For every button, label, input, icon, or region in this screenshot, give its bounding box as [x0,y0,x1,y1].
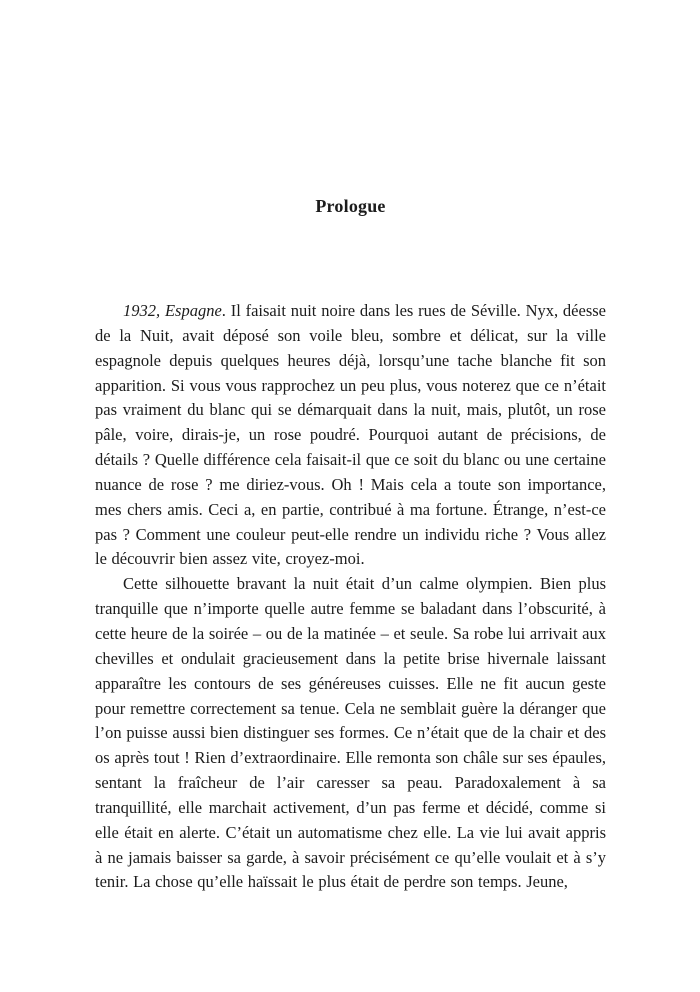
chapter-title: Prologue [315,196,386,216]
paragraph-1 [95,299,606,572]
paragraph-1-lead-italic: 1932, Espagne [123,301,222,320]
paragraph-1-text: . Il faisait nuit noire dans les rues de Séville. Nyx, déesse de la Nuit, avait déposé son voile bleu, sombre et délicat, sur la ville espagnole depuis quelques heures déjà, lorsqu’une tache blanche fit son apparition. Si vous vous rapprochez un peu plus, vous noterez que ce n’était pas vraiment du blanc qui se démarquait dans la nuit, mais, plutôt, un rose pâle, voire, dirais-je, un rose poudré. Pourquoi autant de précisions, de détails ? Quelle différence cela faisait-il que ce soit du blanc ou une certaine nuance de rose ? me diriez-vous. Oh ! Mais cela a toute son importance, mes chers amis. Ceci a, en partie, contribué à ma fortune. Étrange, n’est-ce pas ? Comment une couleur peut-elle rendre un individu riche ? Vous allez le découvrir bien assez vite, croyez-moi. [95,301,606,569]
paragraph-2: Cette silhouette bravant la nuit était d’un calme olympien. Bien plus tranquille que n’importe quelle autre femme se baladant dans l’obscurité, à cette heure de la soirée – ou de la matinée – et seule. Sa robe lui arrivait aux chevilles et ondulait gracieusement dans la petite brise hivernale laissant apparaître les contours de ses généreuses cuisses. Elle ne fit aucun geste pour remettre correctement sa tenue. Cela ne semblait guère la déranger que l’on puisse aussi bien distinguer ses formes. Ce n’était que de la chair et des os après tout ! Rien d’extraordinaire. Elle remonta son châle sur ses épaules, sentant la fraîcheur de l’air caresser sa peau. Paradoxalement à sa tranquillité, elle marchait activement, d’un pas ferme et décidé, comme si elle était en alerte. C’était un automatisme chez elle. La vie lui avait appris à ne jamais baisser sa garde, à savoir précisément ce qu’elle voulait et à s’y tenir. La chose qu’elle haïssait le plus était de perdre son temps. Jeune, [95,574,606,892]
